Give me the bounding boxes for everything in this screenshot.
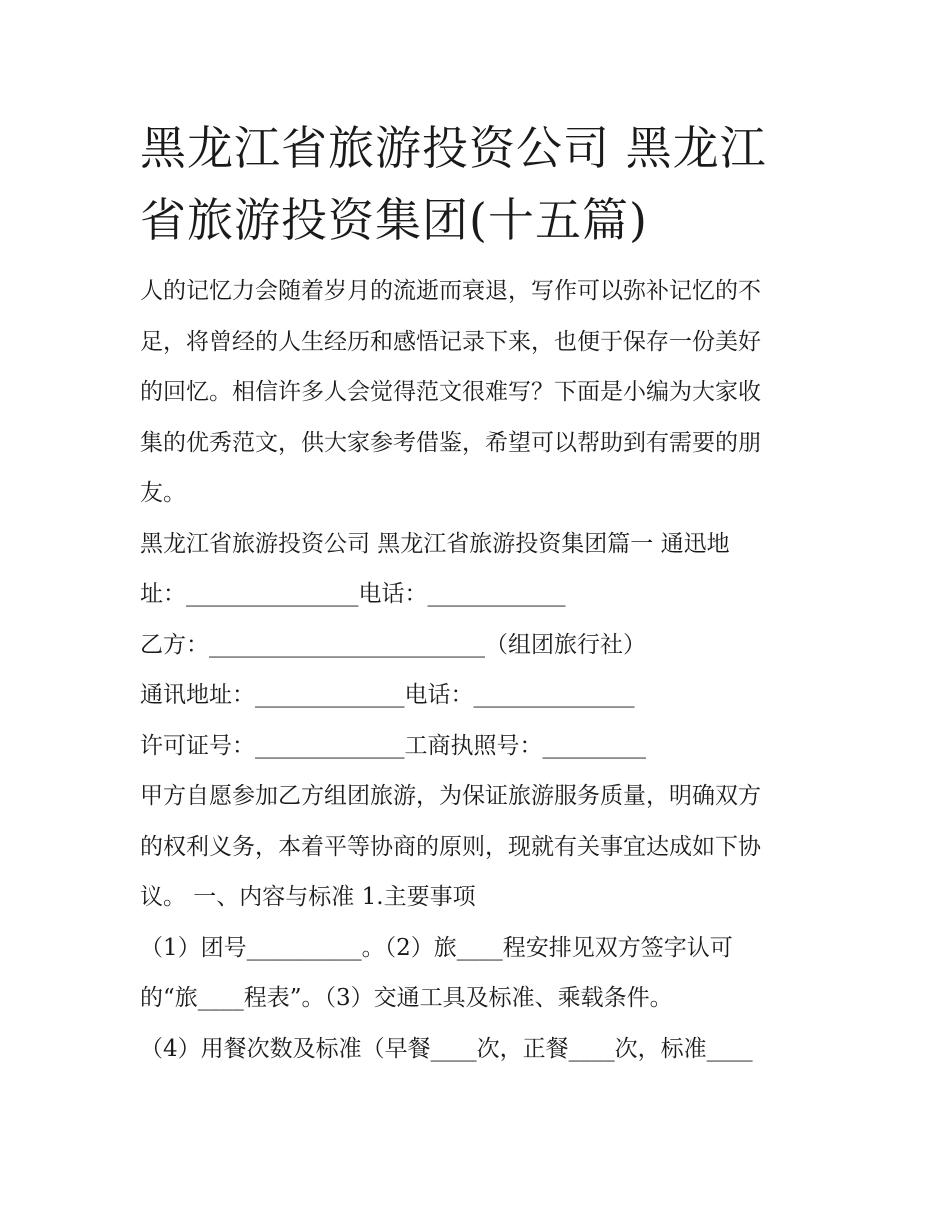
text-line: （1）团号__________。（2）旅____程安排见双方签字认可: [140, 934, 733, 961]
text-line: 议。 一、内容与标准 1.主要事项: [140, 884, 476, 910]
text-line: 乙方：________________________（组团旅行社）: [140, 631, 646, 658]
text-line: 黑龙江省旅游投资公司 黑龙江省旅游投资集团篇一 通迅地: [140, 530, 730, 557]
text-line: 甲方自愿参加乙方组团旅游，为保证旅游服务质量，明确双方: [140, 783, 761, 809]
document-content: [140, 112, 820, 1074]
text-line: （4）用餐次数及标准（早餐____次，正餐____次，标准____: [140, 1035, 753, 1062]
text-line: 人的记忆力会随着岁月的流逝而衰退，写作可以弥补记忆的不: [140, 278, 761, 304]
text-line: 许可证号：_____________工商执照号：_________: [140, 732, 646, 759]
text-line: 的“旅____程表”。（3）交通工具及标准、乘载条件。: [140, 985, 673, 1011]
contract-body: [140, 519, 820, 1075]
title-line: 省旅游投资集团(十五篇): [140, 193, 648, 247]
text-line: 的回忆。相信许多人会觉得范文很难写？下面是小编为大家收: [140, 379, 761, 405]
text-line: 址：_______________电话：____________: [140, 581, 566, 607]
intro-paragraph: [140, 266, 820, 519]
text-line: 集的优秀范文，供大家参考借鉴，希望可以帮助到有需要的朋: [140, 429, 761, 456]
text-line: 通讯地址：_____________电话：______________: [140, 682, 635, 708]
text-line: 足，将曾经的人生经历和感悟记录下来，也便于保存一份美好: [140, 328, 761, 355]
text-line: 友。: [140, 480, 186, 506]
text-line: 的权利义务，本着平等协商的原则，现就有关事宜达成如下协: [140, 833, 761, 860]
title-line: 黑龙江省旅游投资公司 黑龙江: [140, 121, 767, 175]
document-title: [140, 112, 820, 256]
